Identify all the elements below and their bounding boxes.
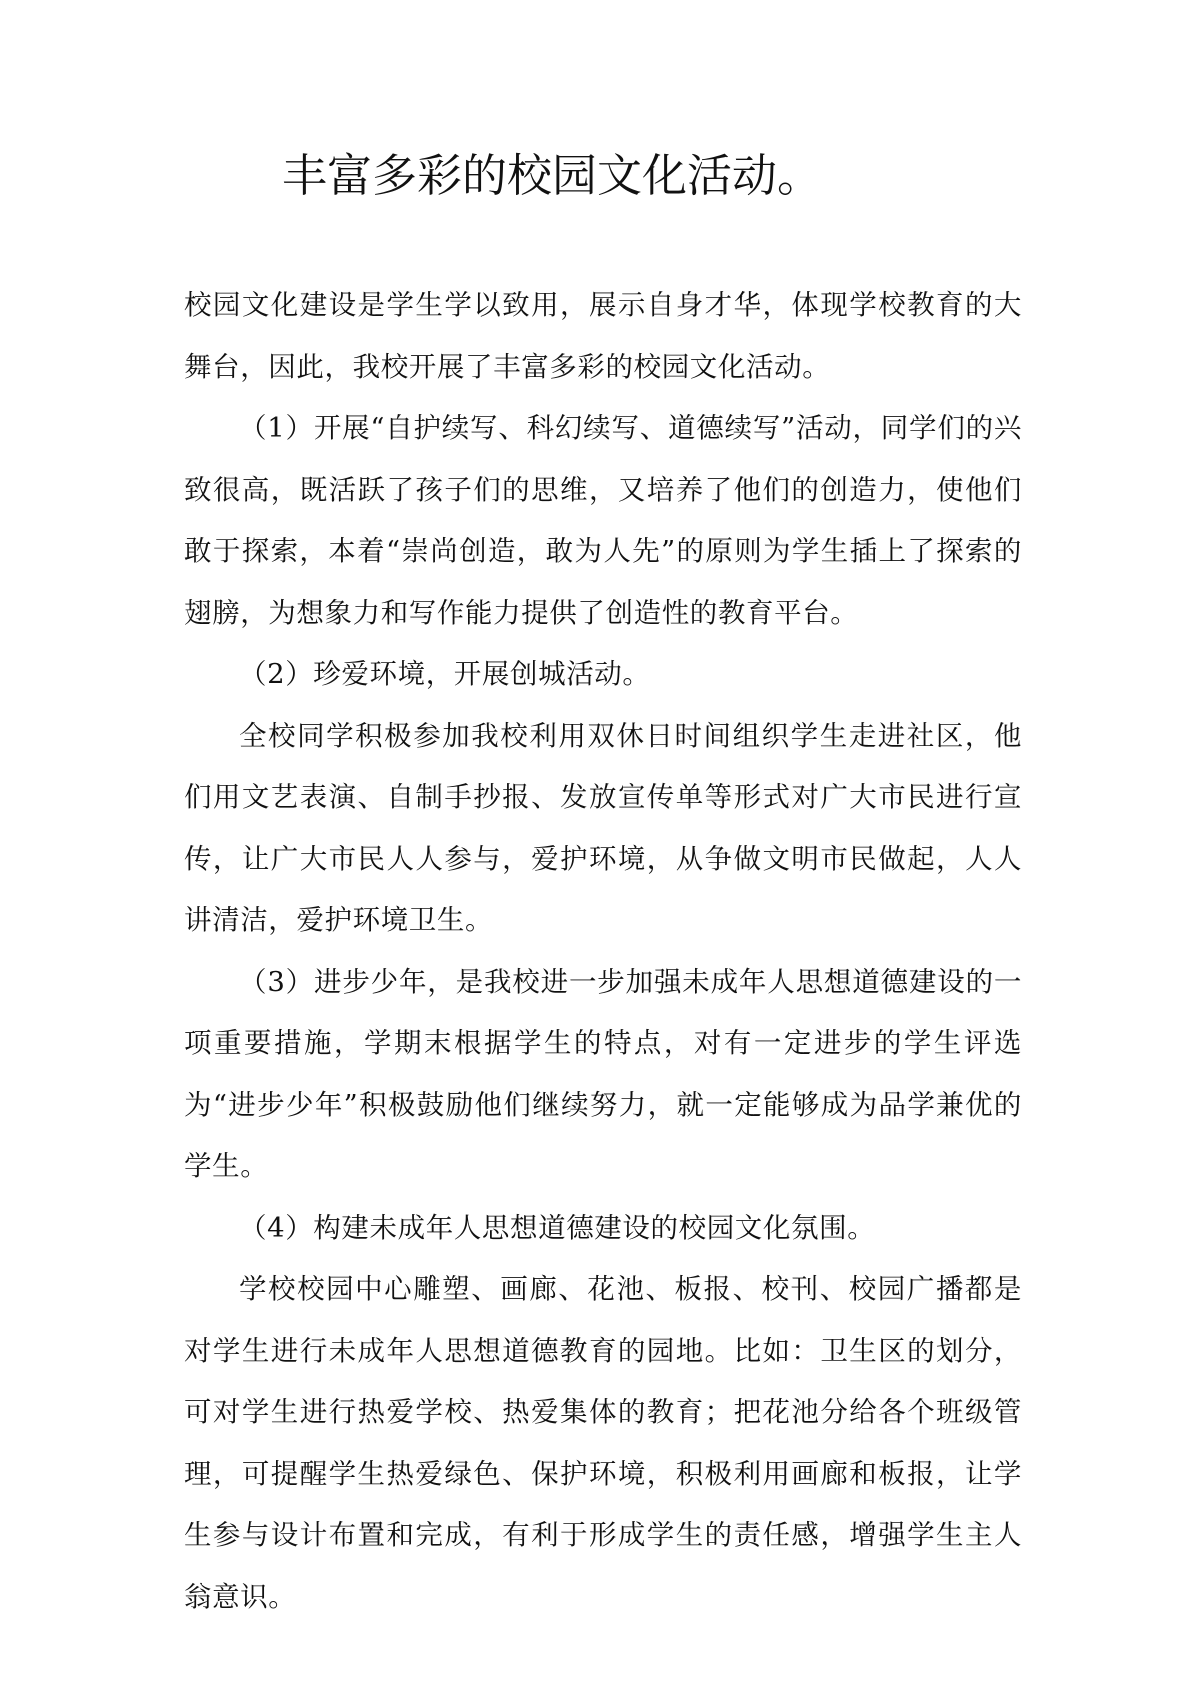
document-body — [184, 275, 1022, 1628]
document-title: 丰富多彩的校园文化活动。 — [282, 149, 823, 202]
paragraph-item-3: （3）进步少年，是我校进一步加强未成年人思想道德建设的一项重要措施，学期末根据学生的特点，对有一定进步的学生评选为“进步少年”积极鼓励他们继续努力，就一定能够成为品学兼优的学生。 — [184, 965, 1022, 1182]
paragraph-item-4: （4）构建未成年人思想道德建设的校园文化氛围。 — [239, 1211, 876, 1244]
paragraph-item-2-detail: 全校同学积极参加我校利用双休日时间组织学生走进社区，他们用文艺表演、自制手抄报、发放宣传单等形式对广大市民进行宣传，让广大市民人人参与，爱护环境，从争做文明市民做起，人人讲清洁，爱护环境卫生。 — [184, 719, 1022, 936]
paragraph-intro: 校园文化建设是学生学以致用，展示自身才华，体现学校教育的大舞台，因此，我校开展了丰富多彩的校园文化活动。 — [184, 289, 1022, 383]
paragraph-item-2: （2）珍爱环境，开展创城活动。 — [239, 658, 651, 690]
paragraph-item-4-detail: 学校校园中心雕塑、画廊、花池、板报、校刊、校园广播都是对学生进行未成年人思想道德教育的园地。比如：卫生区的划分，可对学生进行热爱学校、热爱集体的教育；把花池分给各个班级管理，可提醒学生热爱绿色、保护环境，积极利用画廊和板报，让学生参与设计布置和完成，有利于形成学生的责任感，增强学生主人翁意识。 — [184, 1273, 1022, 1613]
paragraph-item-1: （1）开展“自护续写、科幻续写、道德续写”活动，同学们的兴致很高，既活跃了孩子们的思维，又培养了他们的创造力，使他们敢于探索，本着“崇尚创造，敢为人先”的原则为学生插上了探索的翅膀，为想象力和写作能力提供了创造性的教育平台。 — [184, 412, 1022, 629]
